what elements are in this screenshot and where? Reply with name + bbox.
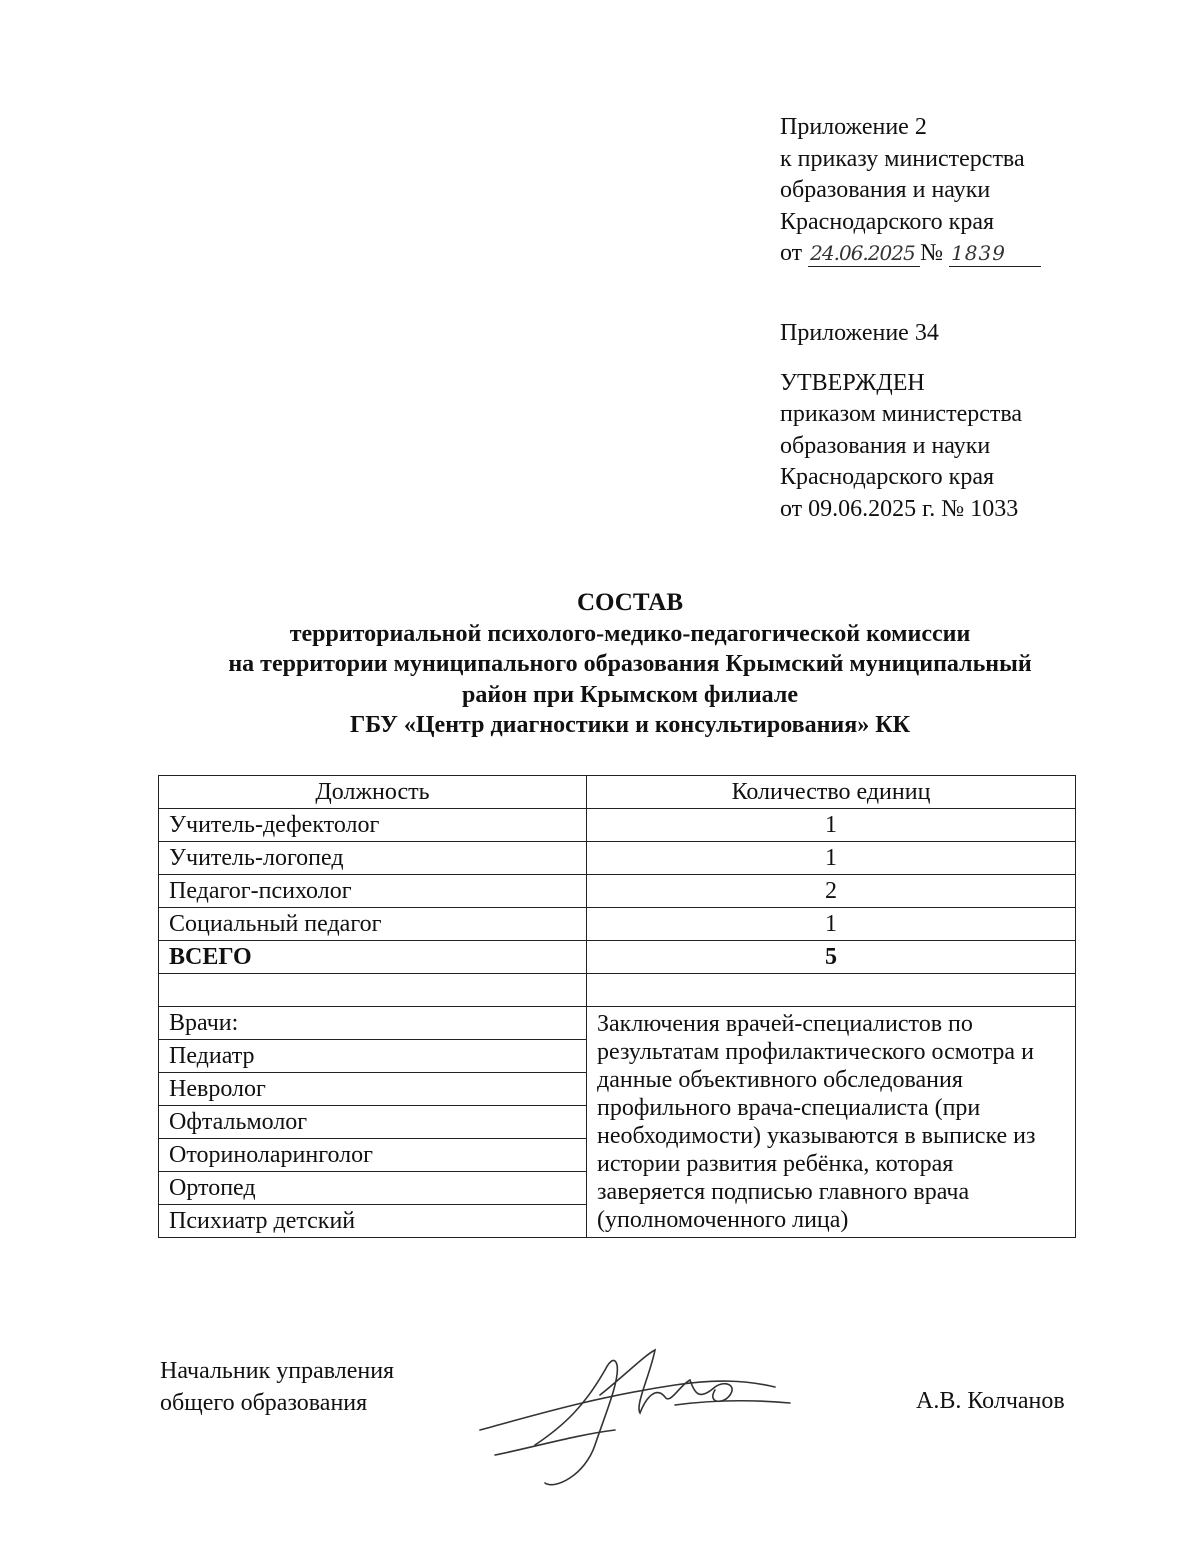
approved-block xyxy=(780,368,1022,525)
heading-line: на территории муниципального образования Крымский муниципальный xyxy=(228,651,1032,677)
appendix-line: образования и науки xyxy=(780,177,991,203)
doctor-specialty: Психиатр детский xyxy=(159,1205,587,1238)
heading-line: район при Крымском филиале xyxy=(462,681,798,708)
appendix-line: к приказу министерства xyxy=(780,145,1025,172)
cell-count: 1 xyxy=(587,809,1076,842)
approved-line: УТВЕРЖДЕН xyxy=(780,370,925,396)
date-prefix: от xyxy=(780,240,803,266)
number-sign: № xyxy=(920,240,944,266)
table-header-row xyxy=(159,776,1076,809)
total-row xyxy=(159,941,1076,974)
approved-line: Краснодарского края xyxy=(780,464,995,491)
signer-name: А.В. Колчанов xyxy=(916,1388,1065,1414)
doctor-specialty: Педиатр xyxy=(159,1040,587,1073)
table-row xyxy=(159,842,1076,875)
handwritten-number: 1839 xyxy=(949,240,1041,267)
appendix-34: Приложение 34 xyxy=(780,320,939,346)
table-row xyxy=(159,875,1076,908)
cell-position: Педагог-психолог xyxy=(159,875,587,908)
approved-line: от 09.06.2025 г. № 1033 xyxy=(780,495,1019,522)
table-row xyxy=(159,809,1076,842)
doctor-specialty: Ортопед xyxy=(159,1172,587,1205)
doctors-row xyxy=(159,1007,1076,1040)
doctors-note: Заключения врачей-специалистов по результатам профилактического осмотра и данные объективного обследования профильного врача-специалиста (при необходимости) указываются в выписке из истории развития ребёнка, которая заверяется подписью главного врача (уполномоченного лица) xyxy=(587,1007,1076,1238)
appendix-line: Приложение 2 xyxy=(780,114,927,140)
cell-position: Социальный педагог xyxy=(159,908,587,941)
total-label: ВСЕГО xyxy=(159,941,587,974)
appendix-date-line xyxy=(780,238,1041,270)
approved-line: образования и науки xyxy=(780,432,991,459)
heading-title: СОСТАВ xyxy=(576,589,684,616)
doctor-specialty: Невролог xyxy=(159,1073,587,1106)
signer-title-line: Начальник управления xyxy=(160,1358,395,1384)
signature-icon xyxy=(475,1335,805,1495)
empty-cell xyxy=(159,974,587,1007)
empty-cell xyxy=(587,974,1076,1007)
signer-title-line: общего образования xyxy=(160,1390,368,1416)
handwritten-date: 24.06.2025 xyxy=(808,240,920,267)
total-count: 5 xyxy=(587,941,1076,974)
doctor-specialty: Оториноларинголог xyxy=(159,1139,587,1172)
appendix-line: Краснодарского края xyxy=(780,208,995,235)
signer-title xyxy=(160,1355,394,1419)
doctors-label: Врачи: xyxy=(159,1007,587,1040)
cell-position: Учитель-дефектолог xyxy=(159,809,587,842)
header-position: Должность xyxy=(159,776,587,809)
empty-row xyxy=(159,974,1076,1007)
cell-count: 1 xyxy=(587,842,1076,875)
cell-count: 1 xyxy=(587,908,1076,941)
header-count: Количество единиц xyxy=(587,776,1076,809)
cell-count: 2 xyxy=(587,875,1076,908)
staff-table xyxy=(158,775,1076,1238)
appendix-block xyxy=(780,112,1041,270)
table-row xyxy=(159,908,1076,941)
approved-line: приказом министерства xyxy=(780,401,1023,428)
cell-position: Учитель-логопед xyxy=(159,842,587,875)
heading-line: ГБУ «Центр диагностики и консультирования» КК xyxy=(349,712,911,738)
doctor-specialty: Офтальмолог xyxy=(159,1106,587,1139)
document-heading xyxy=(120,588,1140,741)
heading-line: территориальной психолого-медико-педагогической комиссии xyxy=(289,620,971,647)
